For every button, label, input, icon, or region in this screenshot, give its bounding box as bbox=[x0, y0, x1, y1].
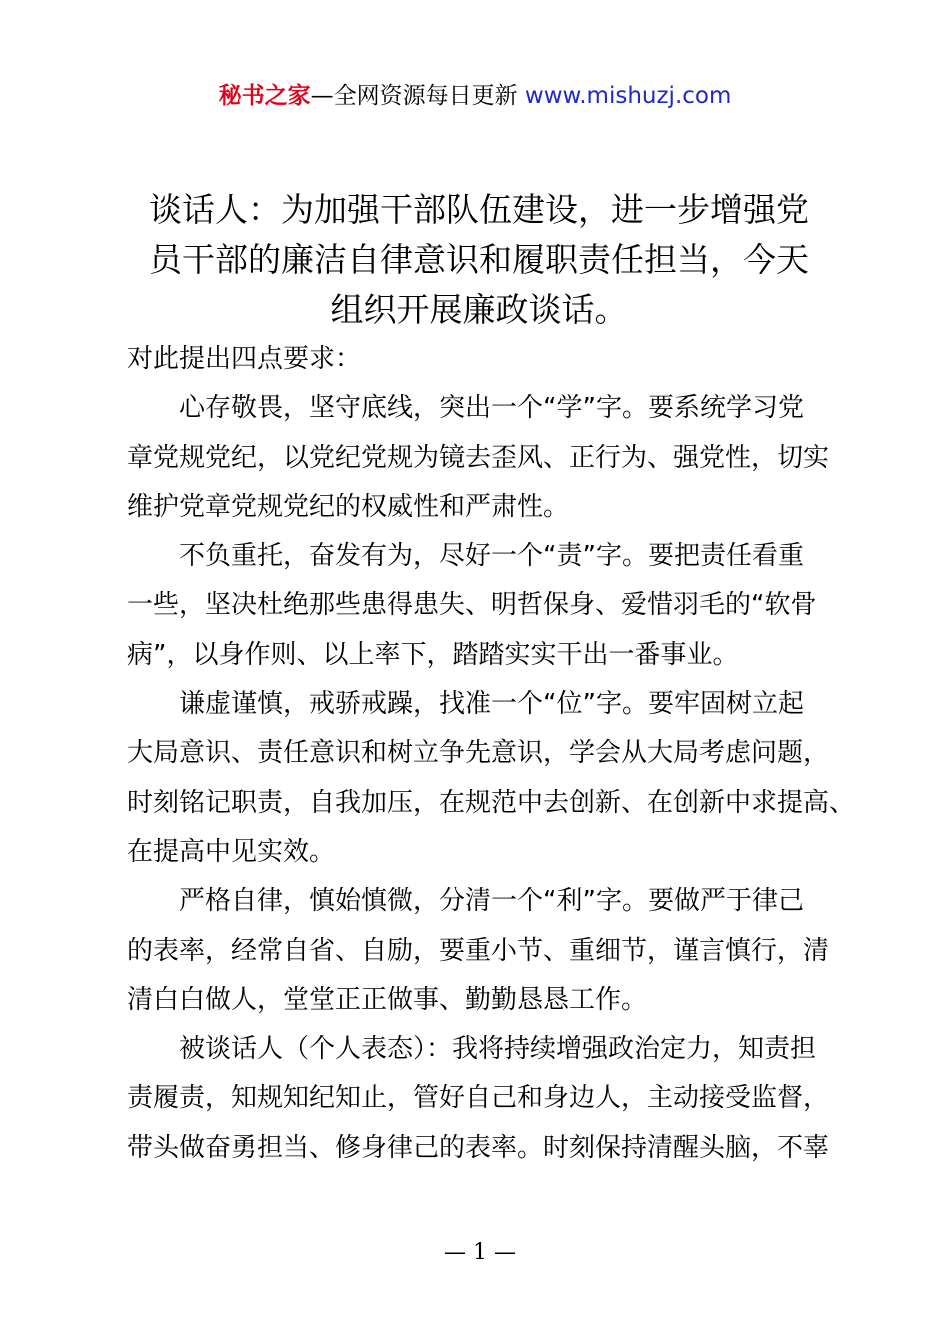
page-number: — 1 — bbox=[444, 1240, 516, 1265]
body-line: 对此提出四点要求： bbox=[127, 344, 362, 374]
body-line: 严格自律，慎始慎微，分清一个“利”字。要做严于律己 bbox=[179, 886, 804, 917]
body-line: 不负重托，奋发有为，尽好一个“责”字。要把责任看重 bbox=[179, 541, 804, 572]
body-line: 清白白做人，堂堂正正做事、勤勤恳恳工作。 bbox=[127, 984, 648, 1015]
site-url-link[interactable]: www.mishuzj.com bbox=[524, 83, 732, 109]
body-line: 心存敬畏，坚守底线，突出一个“学”字。要系统学习党 bbox=[179, 393, 804, 424]
site-header bbox=[0, 80, 950, 112]
title-line: 谈话人：为加强干部队伍建设，进一步增强党 bbox=[149, 190, 809, 229]
body-line: 责履责，知规知纪知止，管好自己和身边人，主动接受监督， bbox=[127, 1083, 830, 1114]
document-title bbox=[125, 185, 833, 335]
document-body bbox=[127, 335, 856, 1173]
body-line: 谦虚谨慎，戒骄戒躁，找准一个“位”字。要牢固树立起 bbox=[179, 689, 804, 720]
site-tagline: —全网资源每日更新 bbox=[310, 83, 518, 109]
body-line: 的表率，经常自省、自励，要重小节、重细节，谨言慎行，清 bbox=[127, 935, 830, 966]
title-line: 组织开展廉政谈话。 bbox=[330, 290, 628, 329]
body-line: 被谈话人（个人表态）：我将持续增强政治定力，知责担 bbox=[179, 1034, 817, 1065]
body-line: 带头做奋勇担当、修身律己的表率。时刻保持清醒头脑，不辜 bbox=[127, 1132, 830, 1163]
body-line: 一些，坚决杜绝那些患得患失、明哲保身、爱惜羽毛的“软骨 bbox=[127, 590, 817, 621]
body-line: 章党规党纪，以党纪党规为镜去歪风、正行为、强党性，切实 bbox=[127, 442, 830, 473]
body-line: 维护党章党规党纪的权威性和严肃性。 bbox=[127, 491, 570, 522]
title-line: 员干部的廉洁自律意识和履职责任担当，今天 bbox=[149, 240, 809, 279]
body-line: 病”，以身作则、以上率下，踏踏实实干出一番事业。 bbox=[127, 639, 739, 670]
body-line: 在提高中见实效。 bbox=[127, 836, 336, 867]
body-line: 大局意识、责任意识和树立争先意识，学会从大局考虑问题， bbox=[127, 738, 830, 769]
body-line: 时刻铭记职责，自我加压，在规范中去创新、在创新中求提高、 bbox=[127, 787, 856, 818]
site-brand: 秘书之家 bbox=[218, 83, 311, 109]
